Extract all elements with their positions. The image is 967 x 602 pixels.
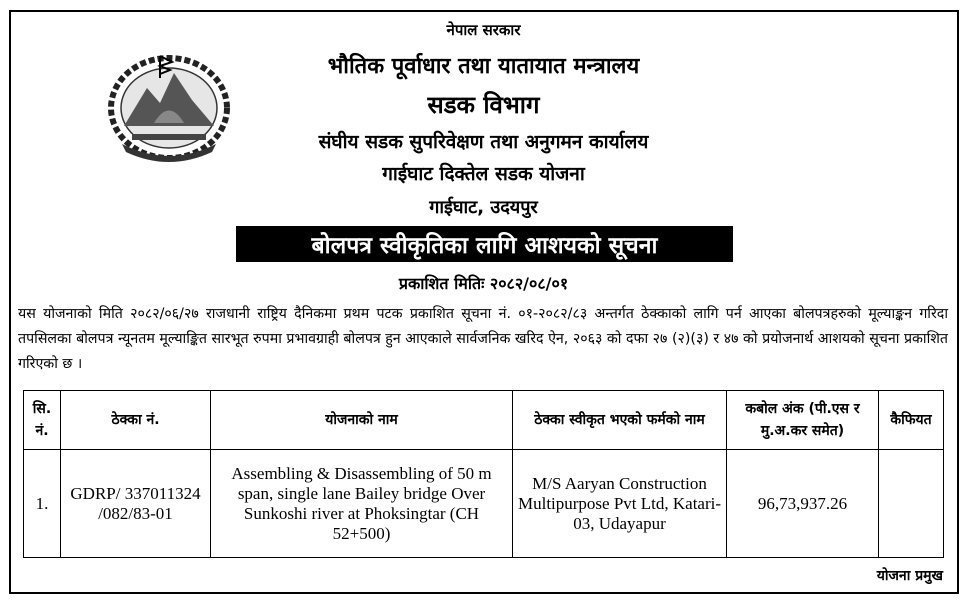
header-sn: सि. नं. — [24, 391, 61, 450]
cell-firm: M/S Aaryan Construction Multipurpose Pvt Ltd, Katari-03, Udayapur — [513, 450, 727, 558]
cell-sn: 1. — [24, 450, 61, 558]
office-heading: संघीय सडक सुपरिवेक्षण तथा अनुगमन कार्यालय — [318, 131, 649, 153]
cell-amount: 96,73,937.26 — [727, 450, 879, 558]
cell-contract-no: GDRP/ 337011324 /082/83-01 — [61, 450, 211, 558]
ministry-heading: भौतिक पूर्वाधार तथा यातायात मन्त्रालय — [327, 54, 640, 79]
cell-project-name: Assembling & Disassembling of 50 m span, single lane Bailey bridge Over Sunkoshi river at Phoksingtar (CH 52+500) — [211, 450, 513, 558]
notice-title: बोलपत्र स्वीकृतिका लागि आशयको सूचना — [311, 233, 658, 259]
published-date: प्रकाशित मितिः २०८२/०८/०१ — [398, 274, 569, 293]
header-firm: ठेक्का स्वीकृत भएको फर्मको नाम — [513, 391, 727, 450]
header-project-name: योजनाको नाम — [211, 391, 513, 450]
tender-table — [23, 390, 944, 558]
department-heading: सडक विभाग — [427, 91, 540, 119]
table-row — [24, 450, 944, 558]
government-heading: नेपाल सरकार — [446, 21, 521, 39]
project-heading: गाईघाट दिक्तेल सडक योजना — [382, 163, 585, 185]
header-remarks: कैफियत — [879, 391, 944, 450]
header-contract-no: ठेक्का नं. — [61, 391, 211, 450]
cell-remarks — [879, 450, 944, 558]
notice-body: यस योजनाको मिति २०८२/०६/२७ राजधानी राष्ट्रिय दैनिकमा प्रथम पटक प्रकाशित सूचना नं. ०१-२०८२/८३ अन्तर्गत ठेक्काको लागि पर्न आएका बोलपत्रहरुको मूल्याङ्कन गरिदा तपसिलका बोलपत्र न्यूनतम मूल्याङ्कित सारभूत रुपमा प्रभावग्राही बोलपत्र हुन आएकाले सार्वजनिक खरिद ऐन, २०६३ को दफा २७ (२)(३) र ४७ को प्रयोजनार्थ आशयको सूचना प्रकाशित गरिएको छ । — [18, 306, 948, 372]
notice-title-banner — [236, 226, 733, 262]
header-amount: कबोल अंक (पी.एस र मु.अ.कर समेत) — [727, 391, 879, 450]
location-heading: गाईघाट, उदयपुर — [429, 197, 538, 218]
table-header-row — [24, 391, 944, 450]
signatory: योजना प्रमुख — [876, 568, 943, 584]
